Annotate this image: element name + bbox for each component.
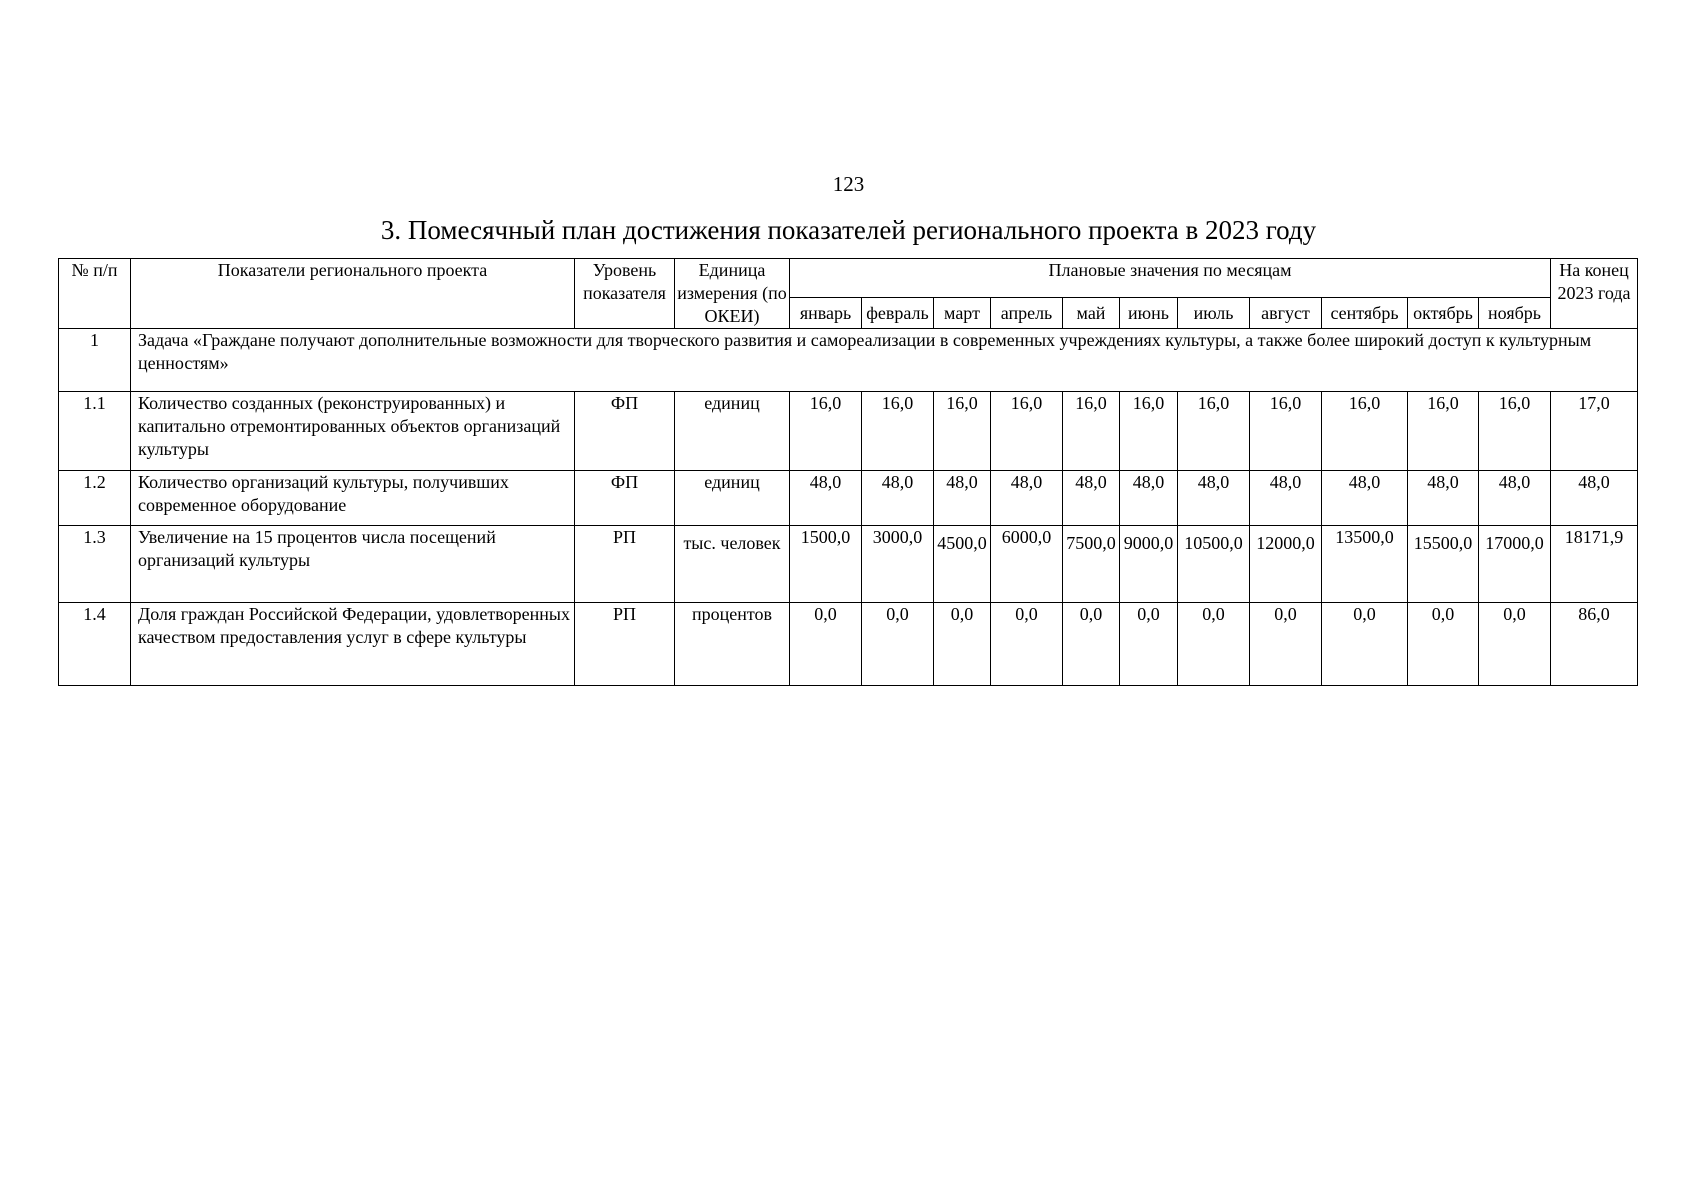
value-january: 16,0 [790, 392, 862, 471]
value-january: 48,0 [790, 471, 862, 526]
value-july: 48,0 [1178, 471, 1250, 526]
page-number: 123 [832, 172, 865, 196]
row-indicator: Увеличение на 15 процентов числа посещений организаций культуры [131, 526, 575, 603]
value-may: 7500,0 [1063, 526, 1120, 603]
value-august: 0,0 [1250, 603, 1322, 686]
value-year-end: 18171,9 [1551, 526, 1638, 603]
value-march: 16,0 [934, 392, 991, 471]
header-month-april: апрель [991, 298, 1063, 329]
header-level: Уровень показателя [575, 259, 675, 329]
value-november: 48,0 [1479, 471, 1551, 526]
value-year-end: 48,0 [1551, 471, 1638, 526]
task-num: 1 [59, 329, 131, 392]
row-indicator: Количество организаций культуры, получивших современное оборудование [131, 471, 575, 526]
task-row [59, 329, 1638, 392]
row-unit: тыс. человек [675, 526, 790, 603]
row-num: 1.4 [59, 603, 131, 686]
value-october: 16,0 [1408, 392, 1479, 471]
value-february: 0,0 [862, 603, 934, 686]
header-month-july: июль [1178, 298, 1250, 329]
header-month-march: март [934, 298, 991, 329]
value-july: 16,0 [1178, 392, 1250, 471]
header-month-may: май [1063, 298, 1120, 329]
value-february: 48,0 [862, 471, 934, 526]
row-unit: единиц [675, 392, 790, 471]
row-level: РП [575, 526, 675, 603]
value-march: 4500,0 [934, 526, 991, 603]
value-july: 10500,0 [1178, 526, 1250, 603]
header-month-january: январь [790, 298, 862, 329]
value-september: 0,0 [1322, 603, 1408, 686]
row-indicator: Доля граждан Российской Федерации, удовлетворенных качеством предоставления услуг в сфере культуры [131, 603, 575, 686]
page-title: 3. Помесячный план достижения показателей регионального проекта в 2023 году [380, 215, 1317, 245]
value-november: 0,0 [1479, 603, 1551, 686]
table-row [59, 471, 1638, 526]
value-april: 48,0 [991, 471, 1063, 526]
header-month-february: февраль [862, 298, 934, 329]
header-month-june: июнь [1120, 298, 1178, 329]
value-july: 0,0 [1178, 603, 1250, 686]
row-indicator: Количество созданных (реконструированных) и капитально отремонтированных объектов организаций культуры [131, 392, 575, 471]
value-september: 48,0 [1322, 471, 1408, 526]
value-january: 0,0 [790, 603, 862, 686]
header-num: № п/п [59, 259, 131, 329]
row-level: ФП [575, 471, 675, 526]
value-april: 6000,0 [991, 526, 1063, 603]
header-month-august: август [1250, 298, 1322, 329]
monthly-plan-table [58, 258, 1638, 686]
header-month-september: сентябрь [1322, 298, 1408, 329]
value-june: 9000,0 [1120, 526, 1178, 603]
value-may: 48,0 [1063, 471, 1120, 526]
value-april: 0,0 [991, 603, 1063, 686]
value-april: 16,0 [991, 392, 1063, 471]
value-october: 15500,0 [1408, 526, 1479, 603]
value-may: 16,0 [1063, 392, 1120, 471]
row-level: РП [575, 603, 675, 686]
row-num: 1.2 [59, 471, 131, 526]
value-september: 13500,0 [1322, 526, 1408, 603]
value-january: 1500,0 [790, 526, 862, 603]
value-february: 16,0 [862, 392, 934, 471]
value-may: 0,0 [1063, 603, 1120, 686]
value-november: 16,0 [1479, 392, 1551, 471]
row-num: 1.3 [59, 526, 131, 603]
header-year-end: На конец 2023 года [1551, 259, 1638, 329]
value-august: 12000,0 [1250, 526, 1322, 603]
header-month-november: ноябрь [1479, 298, 1551, 329]
value-year-end: 17,0 [1551, 392, 1638, 471]
row-num: 1.1 [59, 392, 131, 471]
value-september: 16,0 [1322, 392, 1408, 471]
value-february: 3000,0 [862, 526, 934, 603]
header-unit: Единица измерения (по ОКЕИ) [675, 259, 790, 329]
value-year-end: 86,0 [1551, 603, 1638, 686]
value-march: 48,0 [934, 471, 991, 526]
row-unit: единиц [675, 471, 790, 526]
value-october: 0,0 [1408, 603, 1479, 686]
table-row [59, 526, 1638, 603]
value-march: 0,0 [934, 603, 991, 686]
table-row [59, 603, 1638, 686]
value-june: 48,0 [1120, 471, 1178, 526]
header-month-october: октябрь [1408, 298, 1479, 329]
row-level: ФП [575, 392, 675, 471]
row-unit: процентов [675, 603, 790, 686]
value-august: 16,0 [1250, 392, 1322, 471]
header-indicator: Показатели регионального проекта [131, 259, 575, 329]
value-august: 48,0 [1250, 471, 1322, 526]
value-november: 17000,0 [1479, 526, 1551, 603]
value-june: 16,0 [1120, 392, 1178, 471]
table-row [59, 392, 1638, 471]
value-october: 48,0 [1408, 471, 1479, 526]
task-text: Задача «Граждане получают дополнительные возможности для творческого развития и самореализации в современных учреждениях культуры, а также более широкий доступ к культурным ценностям» [131, 329, 1638, 392]
header-planned-values: Плановые значения по месяцам [790, 259, 1551, 298]
value-june: 0,0 [1120, 603, 1178, 686]
